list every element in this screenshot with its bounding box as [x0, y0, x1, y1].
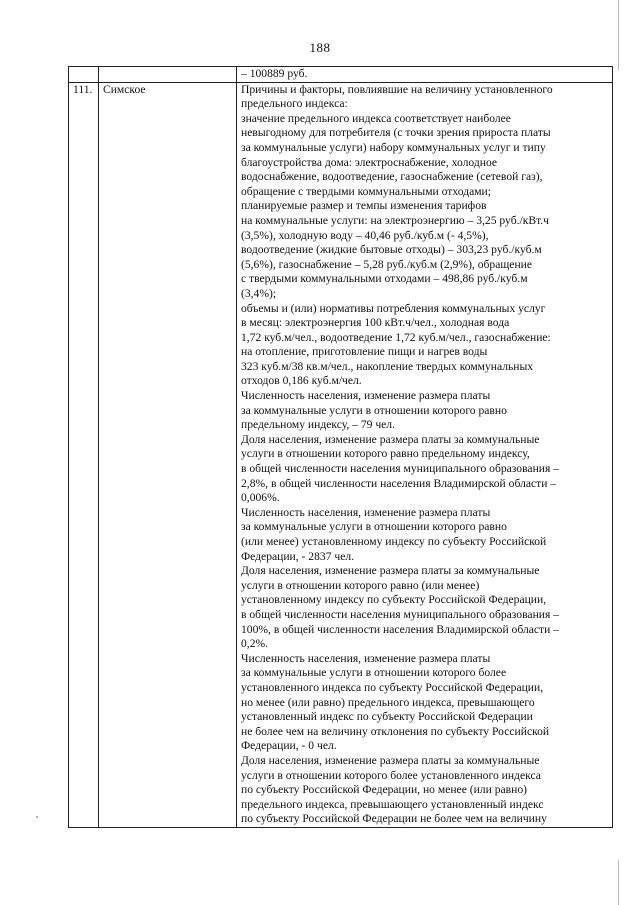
- description-line: но менее (или равно) предельного индекса, превышающего: [241, 695, 535, 709]
- description-line: водоотведение (жидкие бытовые отходы) – 303,23 руб./куб.м: [241, 243, 542, 257]
- description-line: в месяц: электроэнергия 100 кВт.ч/чел., холодная вода: [241, 316, 510, 330]
- description-line: за коммунальные услуги в отношении которого равно: [241, 520, 507, 534]
- description-line: 0,2%.: [241, 637, 269, 651]
- description-line: Доля населения, изменение размера платы за коммунальные: [241, 753, 540, 767]
- description-line: за коммунальные услуги в отношении которого равно: [241, 403, 507, 417]
- row-number: 111.: [73, 82, 93, 96]
- description-line: за коммунальные услуги в отношении которого более: [241, 666, 507, 680]
- description-line: (или менее) установленному индексу по субъекту Российской: [241, 535, 547, 548]
- description-line: Численность населения, изменение размера платы: [241, 651, 491, 665]
- description-cell: [237, 82, 613, 827]
- scan-edge-mark-bottom: [618, 860, 619, 905]
- description-line: на отопление, приготовление пищи и нагрев воды: [241, 345, 488, 359]
- description-line: объемы и (или) нормативы потребления коммунальных услуг: [241, 301, 546, 315]
- description-line: (3,4%);: [241, 286, 277, 300]
- description-line: планируемые размер и темпы изменения тарифов: [241, 199, 487, 213]
- description-line: 1,72 куб.м/чел., водоотведение 1,72 куб.м/чел., газоснабжение:: [241, 330, 551, 344]
- description-line: на коммунальные услуги: на электроэнергию – 3,25 руб./кВт.ч: [241, 213, 549, 227]
- description-line: предельному индексу, – 79 чел.: [241, 418, 395, 432]
- description-line: не более чем на величину отклонения по субъекту Российской: [241, 724, 550, 738]
- description-line: водоснабжение, водоотведение, газоснабжение (сетевой газ),: [241, 170, 543, 184]
- prev-name-cell: [99, 67, 237, 83]
- description-line: 323 куб.м/38 кв.м/чел., накопление твердых коммунальных: [241, 359, 534, 373]
- description-line: с твердыми коммунальными отходами – 498,86 руб./куб.м: [241, 272, 528, 286]
- scan-edge-mark-top: [618, 0, 619, 70]
- description-line: установленного индекса по субъекту Российской Федерации,: [241, 680, 544, 694]
- description-line: 100%, в общей численности населения Владимирской области –: [241, 622, 560, 636]
- description-line: Причины и факторы, повлиявшие на величину установленного: [241, 82, 553, 96]
- table-row-111: [69, 82, 613, 827]
- description-line: Доля населения, изменение размера платы за коммунальные: [241, 432, 540, 446]
- description-line: услуги в отношении которого равно предельному индексу,: [241, 447, 530, 461]
- description-line: благоустройства дома: электроснабжение, холодное: [241, 155, 498, 169]
- prev-num-cell: [69, 67, 99, 83]
- prev-text-cell: [237, 67, 613, 83]
- description-line: 2,8%, в общей численности населения Владимирской области –: [241, 476, 557, 490]
- description-line: по субъекту Российской Федерации не более чем на величину: [241, 812, 547, 826]
- description-line: услуги в отношении которого равно (или менее): [241, 578, 480, 592]
- description-line: за коммунальные услуги) набору коммунальных услуг и типу: [241, 140, 546, 154]
- municipality-cell: [99, 82, 237, 827]
- description-line: установленный индекс по субъекту Российской Федерации: [241, 710, 533, 724]
- description-line: установленному индексу по субъекту Российской Федерации,: [241, 593, 547, 607]
- table-row-continued: [69, 67, 613, 83]
- description-line: по субъекту Российской Федерации, но менее (или равно): [241, 783, 527, 797]
- description-line: предельного индекса:: [241, 97, 348, 111]
- page-number: 188: [309, 40, 331, 55]
- municipality-name: Симское: [103, 82, 146, 96]
- index-table: [68, 66, 613, 828]
- description-line: Численность населения, изменение размера платы: [241, 389, 491, 403]
- prev-row-text: – 100889 руб.: [241, 67, 308, 80]
- description-line: в общей численности населения муниципального образования –: [241, 607, 560, 621]
- row-number-cell: [69, 82, 99, 827]
- description-line: обращение с твердыми коммунальными отходами;: [241, 184, 491, 198]
- description-line: невыгодному для потребителя (с точки зрения прироста платы: [241, 126, 551, 140]
- description-line: (3,5%), холодную воду – 40,46 руб./куб.м (- 4,5%),: [241, 228, 489, 242]
- description-line: в общей численности населения муниципального образования –: [241, 462, 560, 476]
- scan-speck: [36, 816, 38, 818]
- description-line: Федерации, - 2837 чел.: [241, 549, 355, 563]
- description-line: отходов 0,186 куб.м/чел.: [241, 374, 362, 388]
- description-line: Численность населения, изменение размера платы: [241, 505, 491, 519]
- description-line: услуги в отношении которого более установленного индекса: [241, 768, 541, 782]
- description-line: предельного индекса, превышающего установленный индекс: [241, 797, 544, 811]
- description-line: (5,6%), газоснабжение – 5,28 руб./куб.м (2,9%), обращение: [241, 257, 532, 271]
- description-line: Доля населения, изменение размера платы за коммунальные: [241, 564, 540, 578]
- description-line: значение предельного индекса соответствует наиболее: [241, 111, 511, 125]
- description-line: 0,006%.: [241, 491, 280, 505]
- description-line: Федерации, - 0 чел.: [241, 739, 337, 753]
